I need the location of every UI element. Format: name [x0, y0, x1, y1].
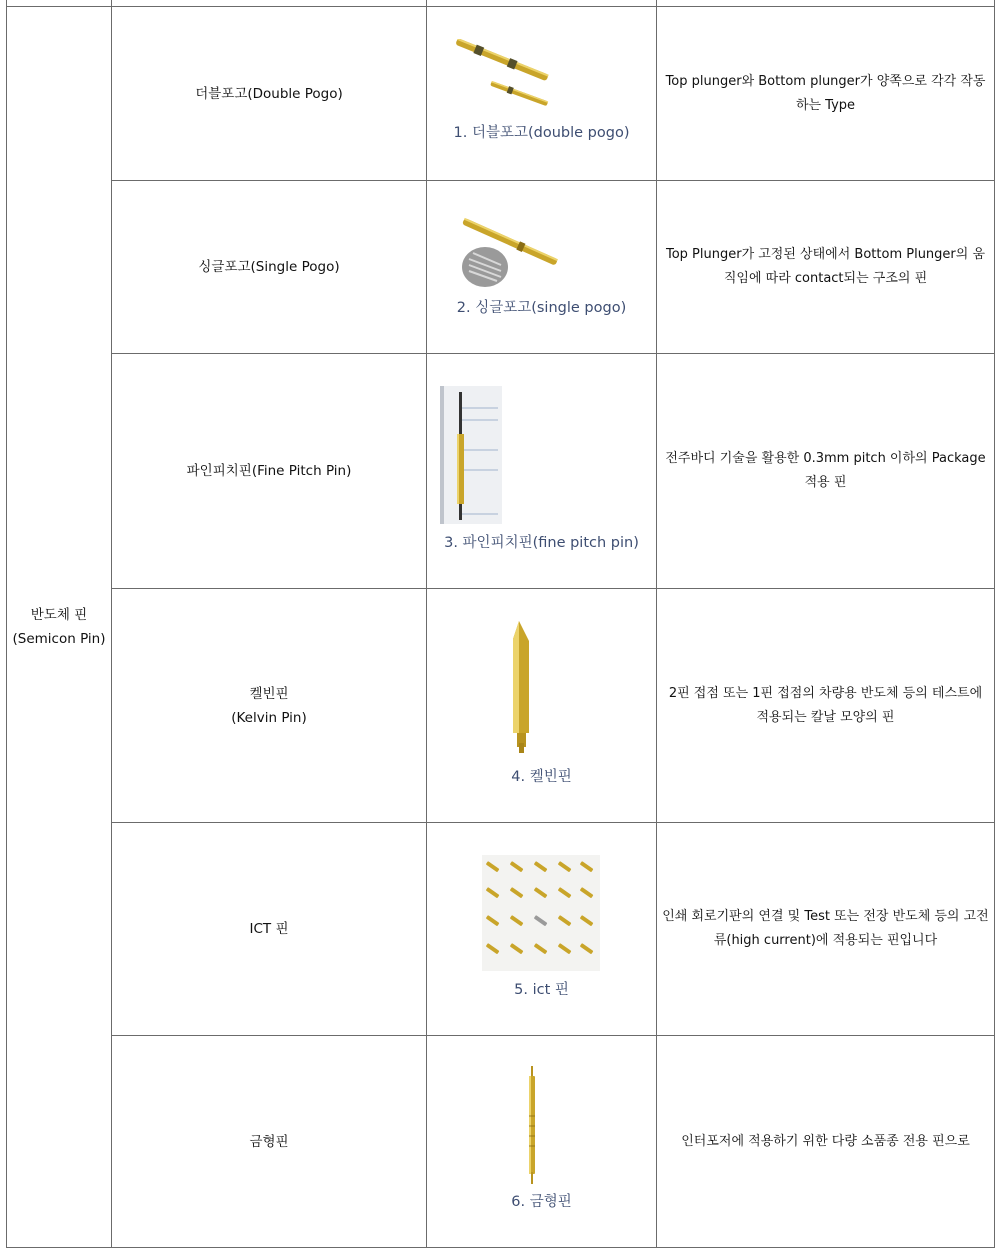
- pin-description: Top plunger와 Bottom plunger가 양쪽으로 각각 작동하는 Type: [665, 73, 986, 113]
- pin-description-cell: [657, 181, 994, 353]
- pin-name-cell: [112, 181, 426, 353]
- pin-name: 파인피치핀(Fine Pitch Pin): [186, 463, 352, 479]
- table-border: [6, 1247, 995, 1248]
- pin-image-caption: 3. 파인피치핀(fine pitch pin): [444, 535, 639, 551]
- pin-name: 금형핀: [249, 1133, 289, 1150]
- fine-pitch-pin-drawing: [440, 386, 502, 524]
- pin-description-cell: [657, 823, 994, 1035]
- pin-image-caption: 4. 켈빈핀: [511, 769, 572, 785]
- mold-pin-image: [525, 1066, 539, 1184]
- pin-name-cell: [112, 354, 426, 588]
- pin-image-cell: [427, 181, 656, 353]
- pin-name-cell: [112, 1036, 426, 1247]
- pin-description-cell: [657, 7, 994, 180]
- pin-description: 2핀 접점 또는 1핀 접점의 차량용 반도체 등의 테스트에 적용되는 칼날 모양의 핀: [668, 685, 983, 725]
- pin-description: Top Plunger가 고정된 상태에서 Bottom Plunger의 움직임에 따라 contact되는 구조의 핀: [665, 247, 986, 286]
- pin-name-cell: [112, 7, 426, 180]
- pin-image-caption: 2. 싱글포고(single pogo): [456, 300, 627, 316]
- category-label-en: (Semicon Pin): [12, 631, 106, 647]
- pin-image-caption: 1. 더블포고(double pogo): [453, 125, 630, 141]
- pin-name-en: (Kelvin Pin): [231, 709, 307, 726]
- pin-image-cell: [427, 823, 656, 1035]
- pin-image-cell: [427, 1036, 656, 1247]
- pin-image-cell: [427, 589, 656, 822]
- table-border: [994, 0, 995, 1248]
- pin-description-cell: [657, 354, 994, 588]
- pin-name-cell: [112, 823, 426, 1035]
- double-pogo-image: [449, 39, 559, 109]
- single-pogo-image: [457, 211, 567, 291]
- ict-pin-grid-image: [482, 855, 600, 971]
- pin-description: 전주바디 기술을 활용한 0.3mm pitch 이하의 Package적용 핀: [665, 451, 986, 490]
- pin-name: 켈빈핀: [249, 685, 289, 702]
- pin-description: 인쇄 회로기판의 연결 및 Test 또는 전장 반도체 등의 고전류(high current)에 적용되는 핀입니다: [662, 909, 989, 948]
- pin-image-caption: 6. 금형핀: [511, 1194, 572, 1210]
- pin-name: 더블포고(Double Pogo): [195, 85, 343, 102]
- pin-description: 인터포저에 적용하기 위한 다량 소품종 전용 핀으로: [681, 1133, 970, 1149]
- pin-description-cell: [657, 589, 994, 822]
- pin-image-cell: [427, 354, 656, 588]
- pin-name: 싱글포고(Single Pogo): [198, 259, 340, 275]
- category-cell: [7, 7, 111, 1247]
- kelvin-pin-image: [505, 621, 539, 755]
- pin-name: ICT 핀: [249, 921, 289, 937]
- pin-image-caption: 5. ict 핀: [514, 982, 569, 998]
- pin-description-cell: [657, 1036, 994, 1247]
- pin-name-cell: [112, 589, 426, 822]
- pin-image-cell: [427, 7, 656, 180]
- category-label-ko: 반도체 핀: [30, 607, 88, 623]
